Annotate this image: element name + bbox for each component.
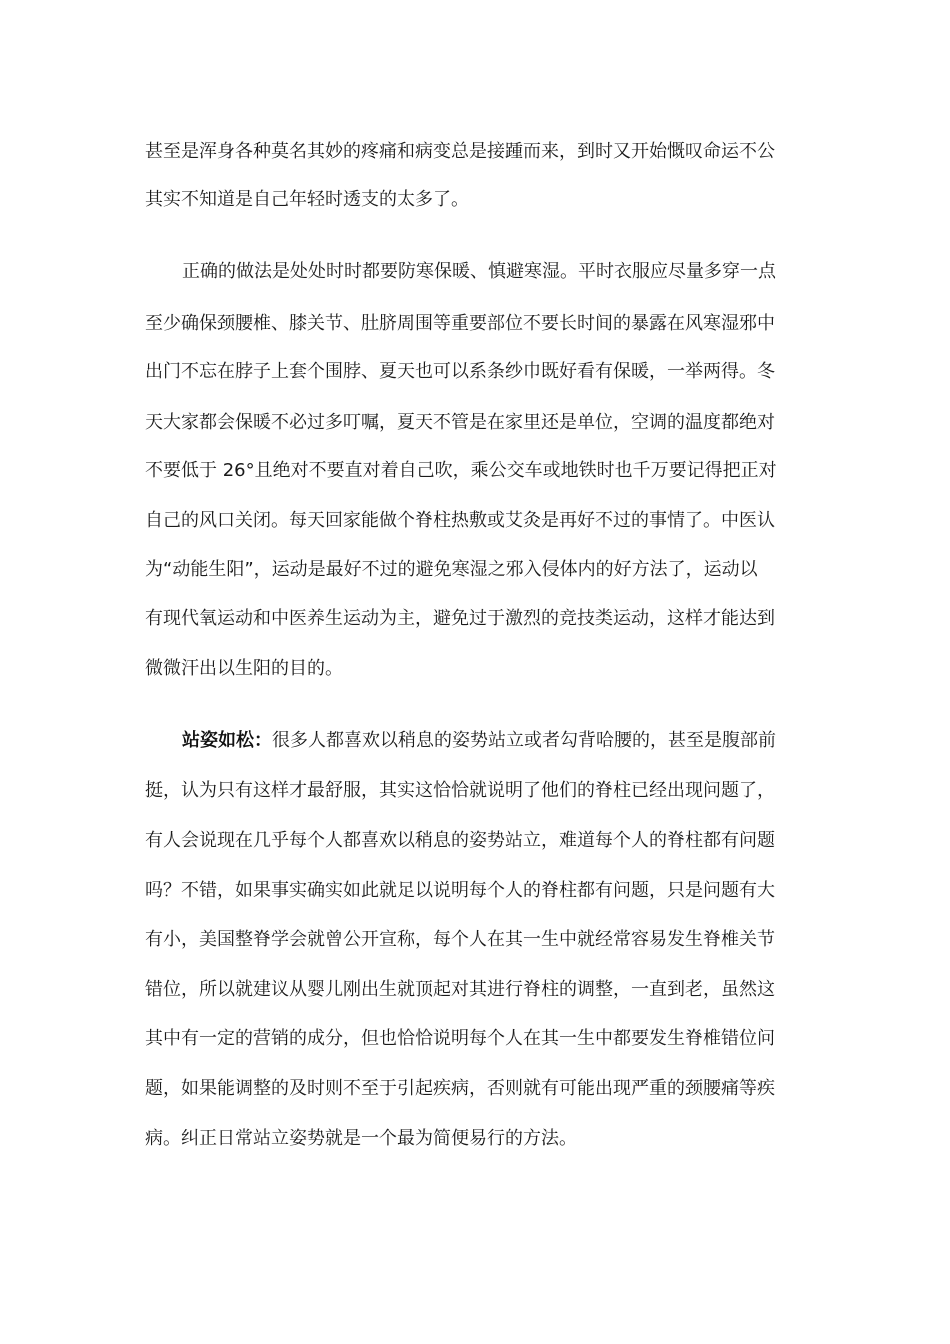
text-line: 正确的做法是处处时时都要防寒保暖、慎避寒湿。平时衣服应尽量多穿一点 [182,261,776,282]
text-line: 微微汗出以生阳的目的。 [145,658,343,679]
text-line: 其中有一定的营销的成分，但也恰恰说明每个人在其一生中都要发生脊椎错位问 [145,1028,775,1049]
text-line: 自己的风口关闭。每天回家能做个脊柱热敷或艾灸是再好不过的事情了。中医认 [145,510,775,531]
text-line: 有人会说现在几乎每个人都喜欢以稍息的姿势站立，难道每个人的脊柱都有问题 [145,830,775,851]
text-span: 很多人都喜欢以稍息的姿势站立或者勾背哈腰的，甚至是腹部前 [272,730,776,751]
text-line: 错位，所以就建议从婴儿刚出生就顶起对其进行脊柱的调整，一直到老，虽然这 [145,979,775,1000]
text-line: 不要低于 26°且绝对不要直对着自己吹，乘公交车或地铁时也千万要记得把正对 [145,460,777,481]
text-line: 为“动能生阳”，运动是最好不过的避免寒湿之邪入侵体内的好方法了，运动以 [145,559,758,580]
section-heading: 站姿如松： [182,730,272,751]
text-line: 挺，认为只有这样才最舒服，其实这恰恰就说明了他们的脊柱已经出现问题了， [145,780,775,801]
text-line: 吗？不错，如果事实确实如此就足以说明每个人的脊柱都有问题，只是问题有大 [145,880,775,901]
text-line: 病。纠正日常站立姿势就是一个最为简便易行的方法。 [145,1128,577,1149]
text-line: 题，如果能调整的及时则不至于引起疾病，否则就有可能出现严重的颈腰痛等疾 [145,1078,775,1099]
text-line: 其实不知道是自己年轻时透支的太多了。 [145,189,469,210]
text-line [182,726,810,756]
text-line: 出门不忘在脖子上套个围脖、夏天也可以系条纱巾既好看有保暖，一举两得。冬 [145,361,775,382]
text-line: 天大家都会保暖不必过多叮嘱，夏天不管是在家里还是单位，空调的温度都绝对 [145,412,775,433]
text-line: 有小，美国整脊学会就曾公开宣称，每个人在其一生中就经常容易发生脊椎关节 [145,929,775,950]
text-line: 至少确保颈腰椎、膝关节、肚脐周围等重要部位不要长时间的暴露在风寒湿邪中 [145,313,775,334]
text-line: 甚至是浑身各种莫名其妙的疼痛和病变总是接踵而来，到时又开始慨叹命运不公 [145,141,775,162]
text-line: 有现代氧运动和中医养生运动为主，避免过于激烈的竞技类运动，这样才能达到 [145,608,775,629]
